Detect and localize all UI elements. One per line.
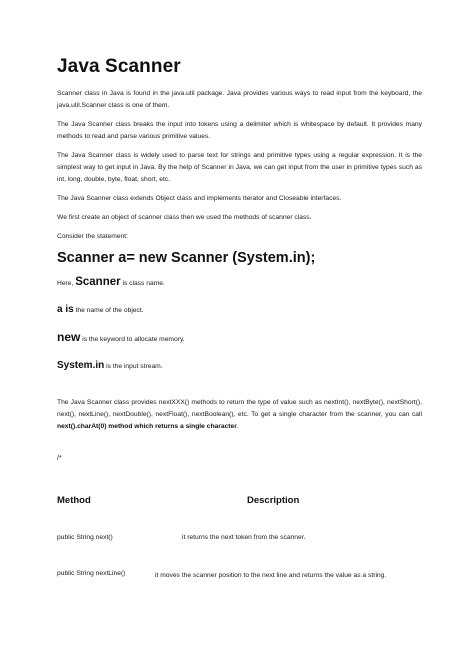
document-title: Java Scanner bbox=[57, 56, 181, 77]
header-description: Description bbox=[247, 495, 300, 506]
paragraph-consider: Consider the statement: bbox=[57, 233, 128, 240]
explanation-term: Scanner bbox=[75, 276, 121, 288]
explanation-system-in bbox=[57, 360, 422, 373]
method-cell: public String next() bbox=[57, 534, 113, 541]
explanation-new bbox=[57, 331, 422, 346]
method-cell: public String nextLine() bbox=[57, 570, 126, 577]
explanation-term: a is bbox=[57, 304, 74, 315]
comment-marker: /* bbox=[57, 455, 62, 462]
explanation-a bbox=[57, 304, 422, 317]
document-content bbox=[57, 56, 422, 597]
explanation-text: is the keyword to allocate memory. bbox=[80, 336, 185, 343]
explanation-term: new bbox=[57, 330, 81, 344]
table-row bbox=[57, 567, 422, 597]
paragraph-usage: The Java Scanner class is widely used to parse text for strings and primitive types using a regular expression. It is the simplest way to get input in Java. By the help of Scanner in Java, we can get input from the user in primitive types such as int, long, double, byte, float, short, etc. bbox=[57, 152, 422, 183]
paragraph-create-object: We first create an object of scanner class then we used the methods of scanner class. bbox=[57, 214, 312, 221]
methods-text: The Java Scanner class provides nextXXX() methods to return the type of value such as nextInt(), nextByte(), nextShort(), next(), nextLine(), nextDouble(), nextFloat(), nextBoolean(), etc. To get a single character from the scanner, you can call bbox=[57, 399, 422, 418]
table-row bbox=[57, 531, 422, 545]
paragraph-extends: The Java Scanner class extends Object class and implements Iterator and Closeable interfaces. bbox=[57, 195, 342, 202]
explanation-text: is class name. bbox=[120, 280, 165, 287]
explanation-prefix: Here, bbox=[57, 280, 76, 287]
explanation-scanner bbox=[57, 276, 422, 290]
code-statement: Scanner a= new Scanner (System.in); bbox=[57, 250, 316, 266]
methods-table-header bbox=[57, 495, 422, 509]
methods-bold-text: next().charAt(0) method which returns a single character bbox=[57, 423, 237, 430]
paragraph-intro: Scanner class in Java is found in the java.util package. Java provides various ways to read input from the keyboard, the java.util.Scanner class is one of them. bbox=[57, 90, 422, 109]
description-cell: it returns the next token from the scanner. bbox=[182, 534, 306, 541]
explanation-text: the name of the object. bbox=[73, 307, 144, 314]
paragraph-delimiter: The Java Scanner class breaks the input into tokens using a delimiter which is whitespace by default. It provides many methods to read and parse various primitive values. bbox=[57, 121, 422, 140]
explanation-term: System.in bbox=[57, 360, 105, 371]
description-cell: it moves the scanner position to the next line and returns the value as a string. bbox=[155, 572, 387, 579]
paragraph-methods bbox=[57, 397, 422, 433]
header-method: Method bbox=[57, 495, 91, 506]
methods-end: . bbox=[236, 423, 239, 430]
explanation-text: is the input stream. bbox=[104, 363, 163, 370]
